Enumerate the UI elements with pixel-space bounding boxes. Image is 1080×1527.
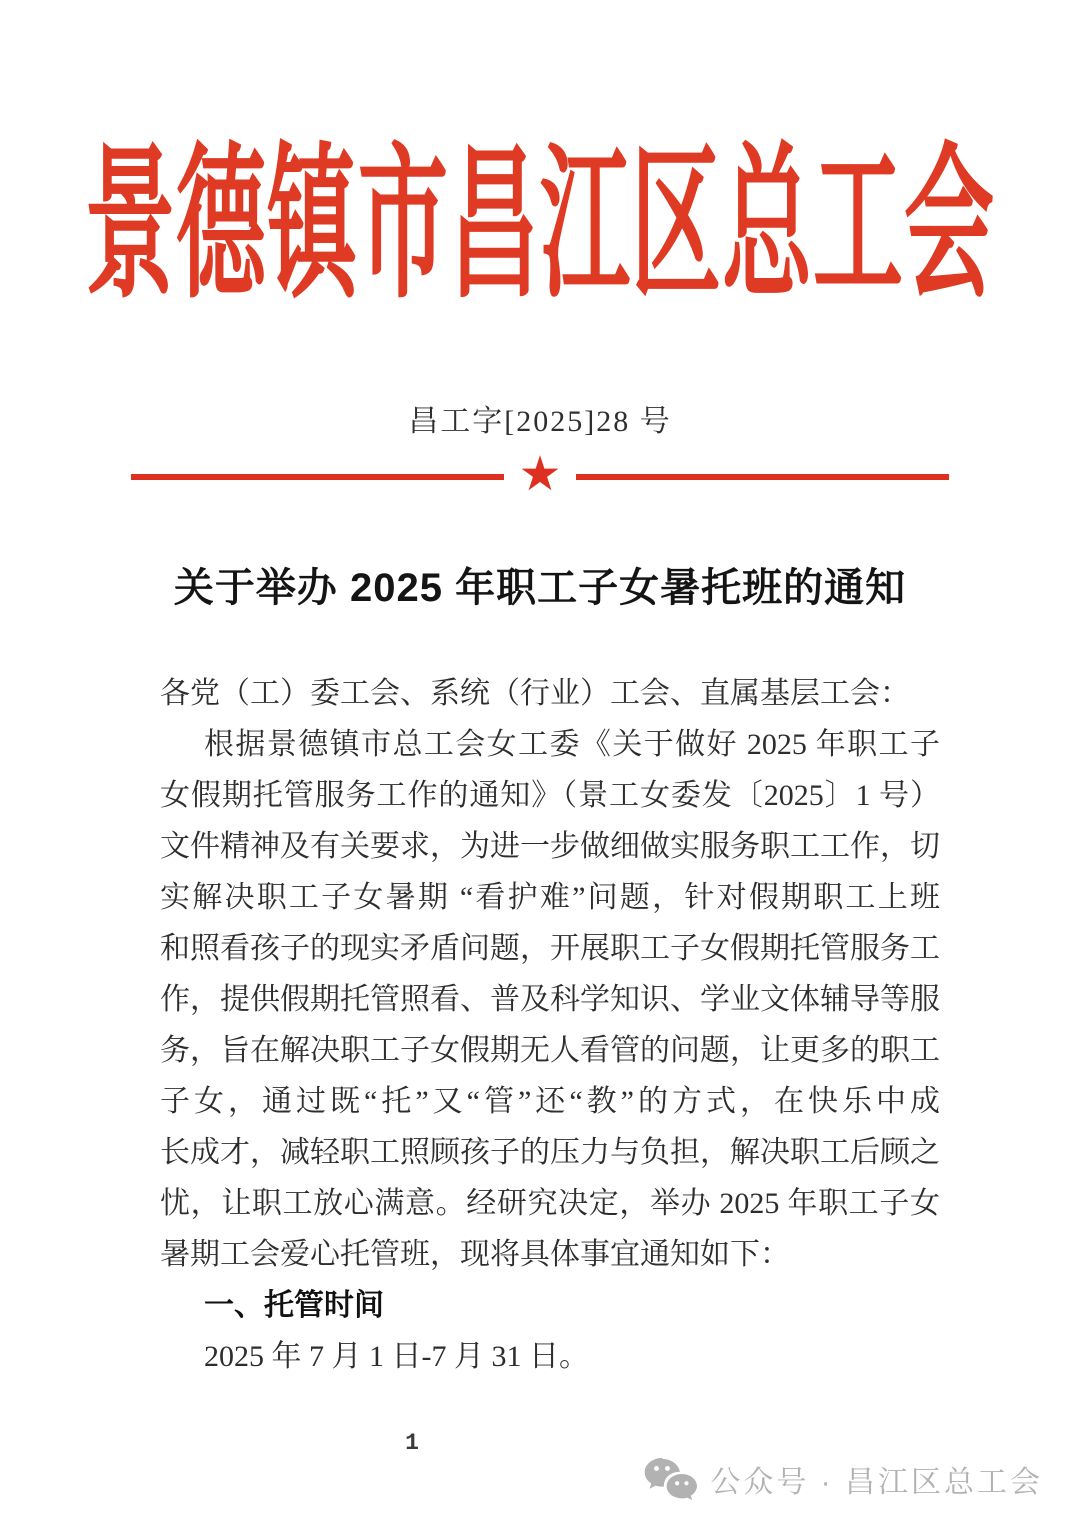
body-line: 和照看孩子的现实矛盾问题，开展职工子女假期托管服务工 — [160, 932, 940, 965]
divider-rule-left — [131, 474, 504, 480]
body-line: 长成才，减轻职工照顾孩子的压力与负担，解决职工后顾之 — [160, 1136, 940, 1169]
watermark-text: 公众号 · 昌江区总工会 — [710, 1466, 1043, 1499]
body-line-date-range: 2025 年 7 月 1 日-7 月 31 日。 — [204, 1340, 589, 1373]
body-line: 子女，通过既“托”又“管”还“教”的方式，在快乐中成 — [160, 1085, 940, 1118]
document-title: 关于举办 2025 年职工子女暑托班的通知 — [173, 566, 907, 610]
star-icon: ★ — [518, 448, 562, 501]
section-heading-care-time: 一、托管时间 — [204, 1289, 384, 1322]
body-line: 实解决职工子女暑期 “看护难”问题，针对假期职工上班 — [160, 881, 940, 914]
body-line: 女假期托管服务工作的通知》（景工女委发〔2025〕1 号） — [160, 779, 940, 812]
red-divider — [131, 448, 949, 502]
page-number: 1 — [405, 1430, 419, 1456]
org-name-title: 景德镇市昌江区总工会 — [85, 135, 995, 319]
letterhead — [0, 135, 1080, 319]
divider-rule-right — [576, 474, 949, 480]
body-line: 暑期工会爱心托管班，现将具体事宜通知如下： — [160, 1238, 790, 1271]
body-line: 文件精神及有关要求，为进一步做细做实服务职工工作，切 — [160, 830, 940, 863]
body-line: 忧，让职工放心满意。经研究决定，举办 2025 年职工子女 — [160, 1187, 940, 1220]
body-line: 根据景德镇市总工会女工委《关于做好 2025 年职工子 — [204, 728, 940, 761]
body-line: 务，旨在解决职工子女假期无人看管的问题，让更多的职工 — [160, 1034, 940, 1067]
document-body — [160, 668, 940, 1382]
body-line: 作，提供假期托管照看、普及科学知识、学业文体辅导等服 — [160, 983, 940, 1016]
doc-reference-number: 昌工字[2025]28 号 — [408, 405, 672, 438]
body-line-salutation: 各党（工）委工会、系统（行业）工会、直属基层工会： — [160, 677, 910, 710]
wechat-watermark — [643, 1456, 1043, 1502]
wechat-icon — [643, 1456, 697, 1502]
